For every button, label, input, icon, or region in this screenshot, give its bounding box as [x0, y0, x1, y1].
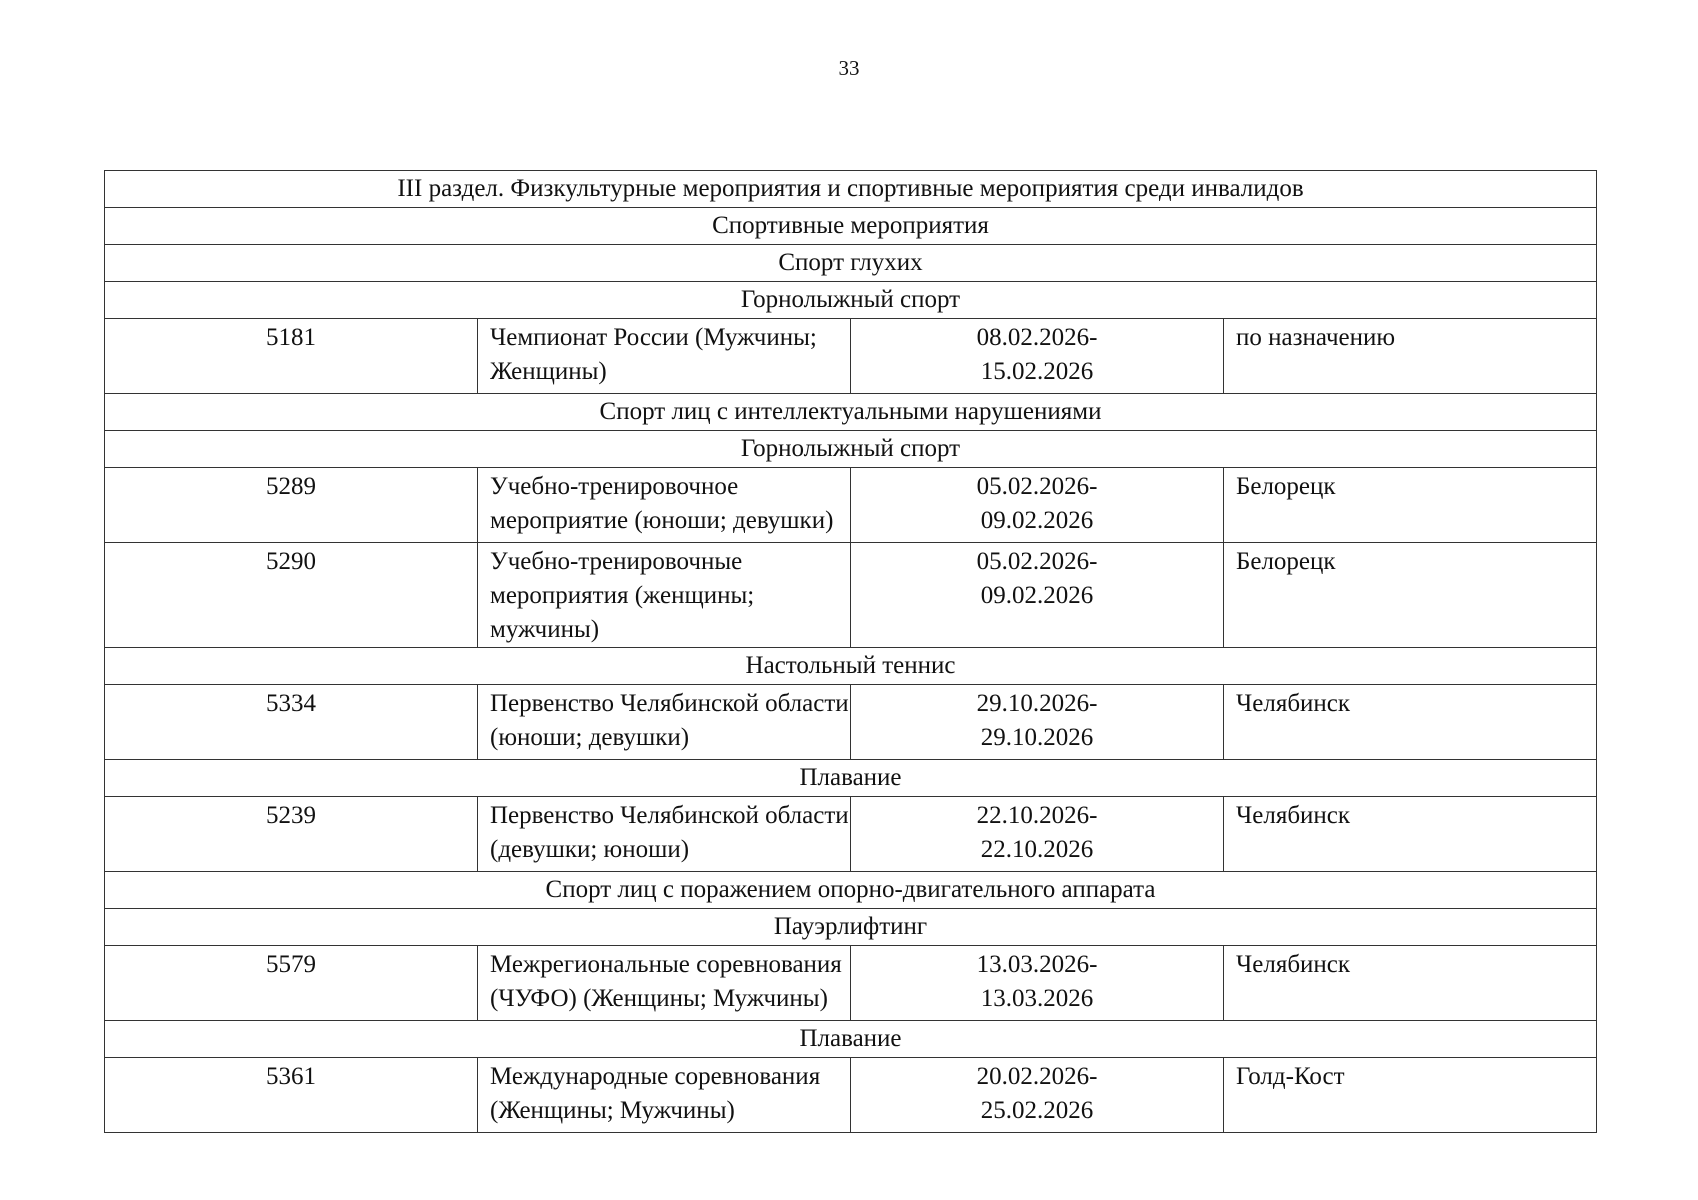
section-row [105, 760, 1597, 797]
event-date-from: 20.02.2026- [976, 1063, 1098, 1090]
event-number: 5334 [105, 685, 478, 760]
section-heading: Настольный теннис [105, 648, 1597, 685]
event-place: Голд-Кост [1224, 1058, 1597, 1133]
event-place: Белорецк [1224, 468, 1597, 543]
event-name: Первенство Челябинской области (юноши; девушки) [478, 685, 851, 760]
event-number: 5579 [105, 946, 478, 1021]
event-date-to: 15.02.2026 [980, 358, 1094, 385]
events-table-body [105, 171, 1597, 1133]
event-date-to: 13.03.2026 [980, 985, 1094, 1012]
event-date-to: 09.02.2026 [980, 582, 1094, 609]
event-name: Международные соревнования (Женщины; Мужчины) [478, 1058, 851, 1133]
event-number: 5289 [105, 468, 478, 543]
section-row [105, 171, 1597, 208]
section-row [105, 1021, 1597, 1058]
section-heading: Горнолыжный спорт [105, 431, 1597, 468]
event-date-from: 05.02.2026- [976, 548, 1098, 575]
event-name: Учебно-тренировочные мероприятия (женщины; мужчины) [478, 543, 851, 648]
event-date-from: 22.10.2026- [976, 802, 1098, 829]
event-name: Первенство Челябинской области (девушки; юноши) [478, 797, 851, 872]
event-row [105, 946, 1597, 1021]
event-number: 5239 [105, 797, 478, 872]
event-row [105, 319, 1597, 394]
event-row [105, 685, 1597, 760]
event-place: по назначению [1224, 319, 1597, 394]
section-row [105, 872, 1597, 909]
section-row [105, 909, 1597, 946]
event-place: Челябинск [1224, 797, 1597, 872]
section-heading: Спорт лиц с поражением опорно-двигательного аппарата [105, 872, 1597, 909]
events-table [104, 170, 1597, 1133]
section-heading: Спортивные мероприятия [105, 208, 1597, 245]
event-name: Учебно-тренировочное мероприятие (юноши; девушки) [478, 468, 851, 543]
section-heading: Пауэрлифтинг [105, 909, 1597, 946]
event-row [105, 797, 1597, 872]
event-number: 5290 [105, 543, 478, 648]
section-heading: Плавание [105, 760, 1597, 797]
event-dates [851, 468, 1224, 543]
event-dates [851, 685, 1224, 760]
page-number: 33 [838, 56, 860, 80]
event-date-to: 22.10.2026 [980, 836, 1094, 863]
event-number: 5361 [105, 1058, 478, 1133]
section-heading: III раздел. Физкультурные мероприятия и спортивные мероприятия среди инвалидов [105, 171, 1597, 208]
section-row [105, 648, 1597, 685]
event-dates [851, 946, 1224, 1021]
event-date-from: 13.03.2026- [976, 951, 1098, 978]
section-heading: Горнолыжный спорт [105, 282, 1597, 319]
section-heading: Спорт глухих [105, 245, 1597, 282]
section-row [105, 431, 1597, 468]
event-row [105, 543, 1597, 648]
event-date-from: 08.02.2026- [976, 324, 1098, 351]
event-place: Челябинск [1224, 946, 1597, 1021]
section-row [105, 394, 1597, 431]
section-row [105, 208, 1597, 245]
event-place: Белорецк [1224, 543, 1597, 648]
event-date-to: 25.02.2026 [980, 1097, 1094, 1124]
section-heading: Плавание [105, 1021, 1597, 1058]
event-place: Челябинск [1224, 685, 1597, 760]
event-dates [851, 1058, 1224, 1133]
event-date-from: 05.02.2026- [976, 473, 1098, 500]
event-dates [851, 797, 1224, 872]
event-number: 5181 [105, 319, 478, 394]
event-date-to: 09.02.2026 [980, 507, 1094, 534]
section-heading: Спорт лиц с интеллектуальными нарушениями [105, 394, 1597, 431]
event-dates [851, 543, 1224, 648]
section-row [105, 245, 1597, 282]
event-name: Чемпионат России (Мужчины; Женщины) [478, 319, 851, 394]
event-row [105, 468, 1597, 543]
event-row [105, 1058, 1597, 1133]
event-name: Межрегиональные соревнования (ЧУФО) (Женщины; Мужчины) [478, 946, 851, 1021]
event-dates [851, 319, 1224, 394]
section-row [105, 282, 1597, 319]
event-date-to: 29.10.2026 [980, 724, 1094, 751]
event-date-from: 29.10.2026- [976, 690, 1098, 717]
